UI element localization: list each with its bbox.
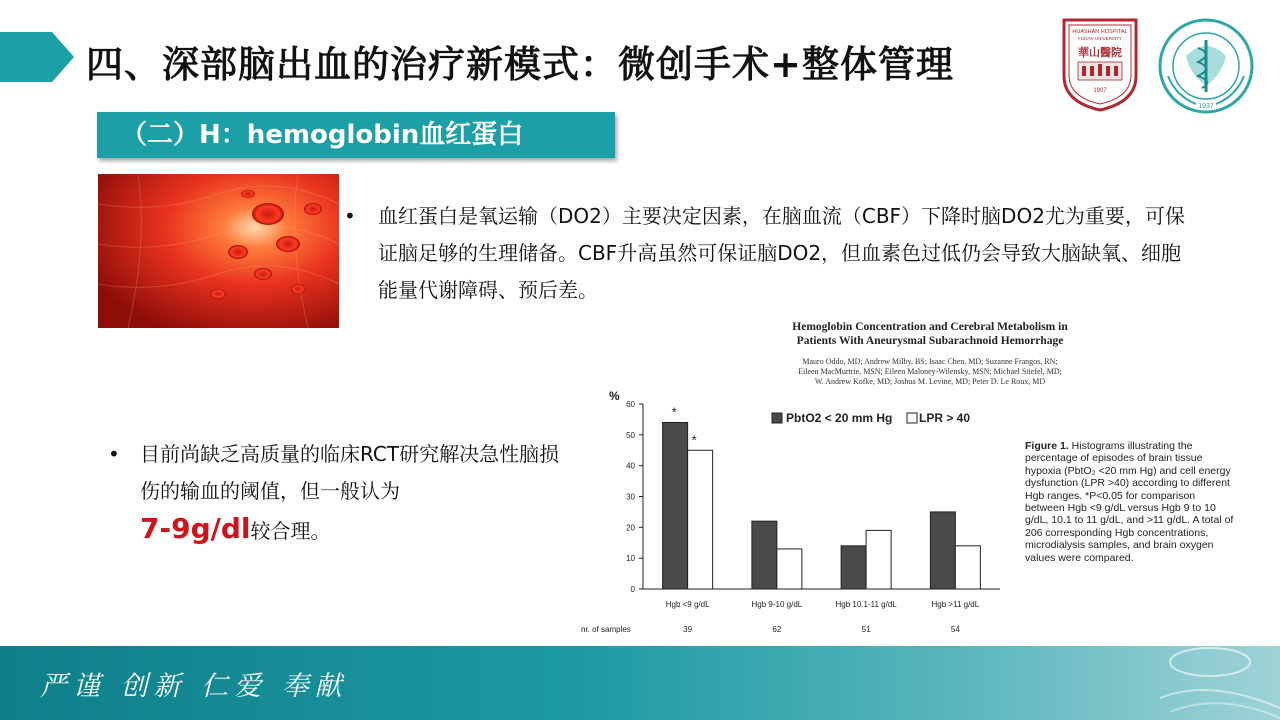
title-arrow-icon: [0, 32, 74, 82]
legend-swatch: [772, 413, 782, 423]
section-subtitle: （二）H：hemoglobin血红蛋白: [121, 120, 524, 150]
figure-label: Figure 1.: [1025, 440, 1069, 452]
page-title: 四、深部脑出血的治疗新模式：微创手术+整体管理: [86, 43, 955, 86]
bullet-text: 血红蛋白是氧运输（DO2）主要决定因素，在脑血流（CBF）下降时脑DO2尤为重要，可保证脑足够的生理储备。CBF升高虽然可保证脑DO2，但血素色过低仍会导致大脑缺氧、细胞能量代谢障碍、预后差。: [378, 204, 1185, 302]
footer-watermark-icon: [1150, 638, 1280, 720]
legend-label: PbtO2 < 20 mm Hg: [786, 411, 893, 425]
y-tick-label: 10: [626, 554, 635, 564]
significance-mark: *: [671, 404, 677, 420]
bar-lpr: [955, 546, 980, 589]
y-tick-label: 0: [630, 585, 635, 594]
bar-pbto2: [663, 423, 688, 590]
blood-vessel-image: [98, 174, 339, 328]
bar-lpr: [866, 530, 891, 589]
legend-swatch: [907, 413, 917, 423]
sample-count: 54: [950, 625, 960, 634]
x-tick-label: Hgb 10.1-11 g/dL: [835, 600, 897, 609]
svg-text:1907: 1907: [1093, 88, 1107, 94]
bullet-dot: •: [344, 204, 356, 228]
huashan-hospital-logo: [1060, 16, 1140, 112]
svg-text:FUDAN UNIVERSITY: FUDAN UNIVERSITY: [1078, 36, 1122, 41]
section-subtitle-banner: [97, 112, 615, 158]
svg-text:HUASHAN HOSPITAL: HUASHAN HOSPITAL: [1072, 29, 1128, 35]
y-tick-label: 30: [626, 492, 635, 502]
y-tick-label: 20: [626, 523, 635, 533]
sample-count: 39: [683, 625, 693, 634]
hemoglobin-bar-chart: [575, 386, 1015, 636]
paper-title: Hemoglobin Concentration and Cerebral Metabolism in Patients With Aneurysmal Subarachnoid Hemorrhage: [792, 321, 1068, 347]
significance-mark: *: [691, 432, 697, 448]
paper-authors: Mauro Oddo, MD; Andrew Milby, BS; Isaac Chen, MD; Suzanne Frangos, RN; Eileen MacMurtrie, MSN; Eileen Maloney-Wilensky, MSN; Michael Stiefel, MD; W. Andrew Kofke, MD; Joshua M. Levine, MD; Peter D. Le Roux, MD: [798, 357, 1062, 386]
y-tick-label: 60: [626, 400, 635, 409]
sample-count: 62: [772, 625, 782, 634]
bar-pbto2: [752, 521, 777, 589]
figure-caption-text: Histograms illustrating the percentage of episodes of brain tissue hypoxia (PbtO₂ <20 mm Hg) and cell energy dysfunction (LPR >40) according to different Hgb ranges. *P<0.05 for comparison between Hgb <9 g/dL versus Hgb 9 to 10 g/dL, 10.1 to 11 g/dL, and >11 g/dL. A total of 206 corresponding Hgb concentrations, microdialysis samples, and brain oxygen values were compared.: [1025, 440, 1234, 564]
figure-caption: [1025, 440, 1235, 564]
bar-lpr: [777, 549, 802, 589]
x-tick-label: Hgb <9 g/dL: [665, 600, 710, 609]
bullet-text-end: 较合理。: [250, 519, 331, 543]
x-tick-label: Hgb >11 g/dL: [931, 600, 980, 609]
bar-pbto2: [841, 546, 866, 589]
svg-text:1937: 1937: [1198, 103, 1214, 110]
y-tick-label: 40: [626, 461, 635, 471]
bullet-transfusion-threshold: [108, 436, 578, 550]
bar-lpr: [688, 450, 713, 589]
bar-pbto2: [930, 512, 955, 589]
bullet-dot: •: [108, 442, 120, 466]
legend-label: LPR > 40: [919, 411, 971, 425]
svg-text:華山醫院: 華山醫院: [1078, 46, 1122, 59]
sample-count: 51: [861, 625, 871, 634]
bullet-hemoglobin-role: [344, 198, 1194, 309]
y-tick-label: 50: [626, 430, 635, 440]
threshold-highlight: 7-9g/dl: [140, 512, 251, 545]
samples-label: nr. of samples: [581, 625, 631, 634]
medical-college-logo: [1156, 16, 1256, 116]
x-tick-label: Hgb 9-10 g/dL: [751, 600, 803, 609]
bullet-text: 目前尚缺乏高质量的临床RCT研究解决急性脑损伤的输血的阈值，但一般认为: [140, 442, 560, 503]
footer-motto: 严谨 创新 仁爱 奉献: [40, 671, 348, 702]
y-axis-label: %: [609, 389, 620, 403]
